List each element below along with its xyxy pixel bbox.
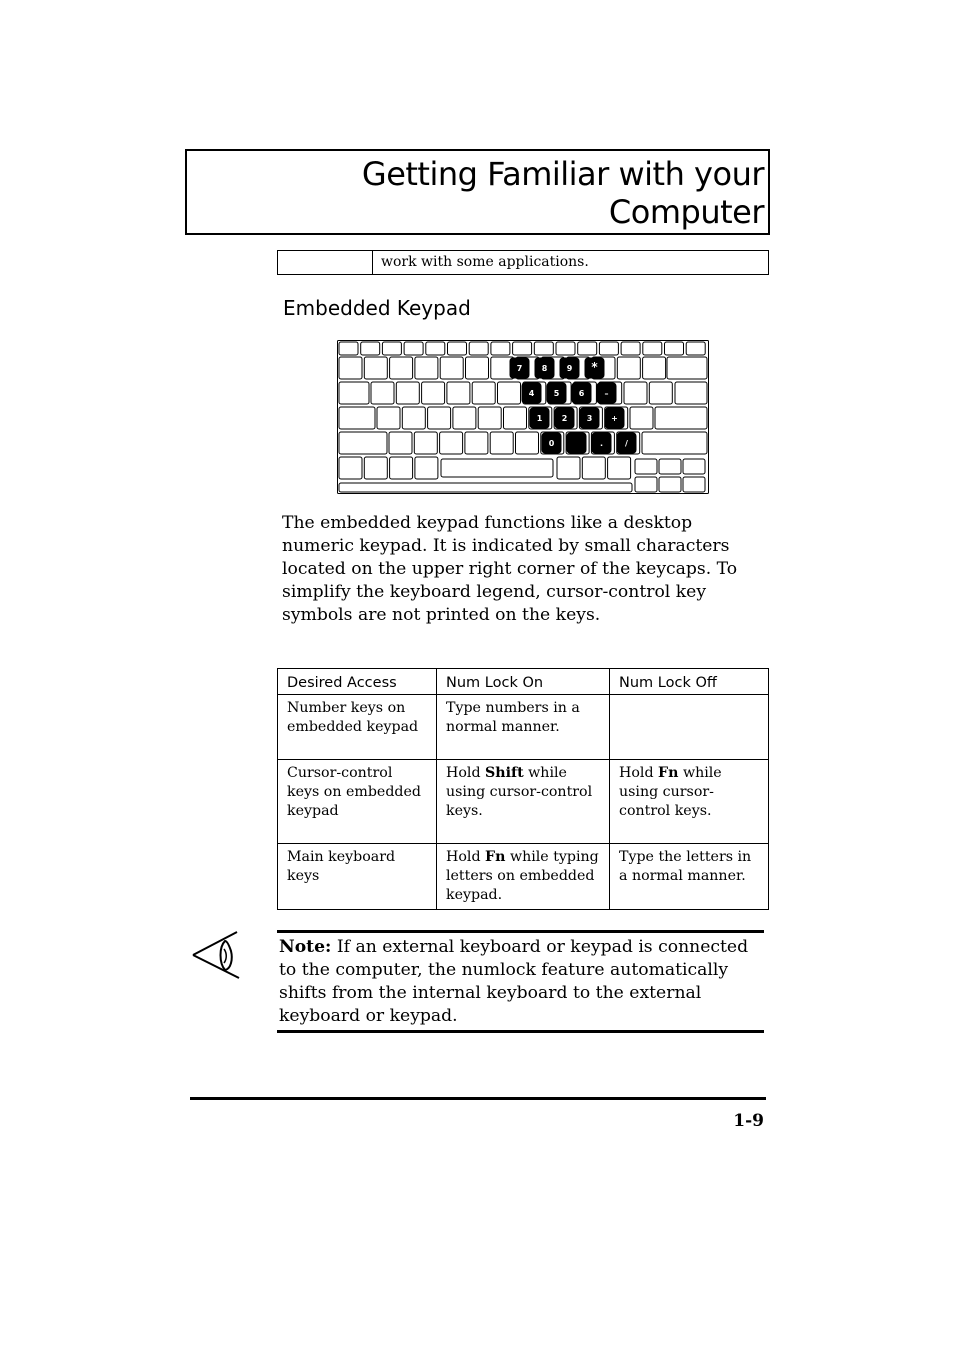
keypad-key-label: 3 bbox=[586, 414, 593, 423]
keyboard-key bbox=[617, 357, 640, 379]
chapter-title-line-1: Getting Familiar with your bbox=[361, 155, 764, 193]
keyboard-key bbox=[667, 357, 707, 379]
section-heading: Embedded Keypad bbox=[283, 296, 471, 320]
keyboard-key bbox=[643, 342, 662, 355]
keyboard-key bbox=[361, 342, 380, 355]
keyboard-key bbox=[382, 342, 401, 355]
keyboard-key bbox=[469, 342, 488, 355]
key-name: Fn bbox=[658, 765, 679, 781]
keyboard-key bbox=[582, 457, 605, 479]
keyboard-key bbox=[415, 457, 438, 479]
keypad-key-label: . bbox=[599, 439, 604, 448]
note-body: If an external keyboard or keypad is connected to the computer, the numlock feature automatically shifts from the internal keyboard to the external keyboard or keypad. bbox=[279, 937, 749, 1026]
keyboard-key bbox=[557, 457, 580, 479]
keyboard-key bbox=[642, 432, 707, 454]
keypad-key-label: 6 bbox=[578, 389, 585, 398]
keyboard-key bbox=[364, 357, 387, 379]
keyboard-key bbox=[556, 342, 575, 355]
keyboard-key bbox=[649, 382, 672, 404]
footer-rule bbox=[190, 1097, 766, 1100]
keyboard-key bbox=[428, 407, 451, 429]
keyboard-key bbox=[402, 407, 425, 429]
keyboard-key bbox=[371, 382, 394, 404]
keyboard-key bbox=[414, 432, 437, 454]
cell-text: Type the letters in a normal manner. bbox=[619, 849, 752, 884]
keyboard-key bbox=[465, 432, 488, 454]
key-name: Shift bbox=[485, 765, 524, 781]
keyboard-key bbox=[339, 382, 369, 404]
access-cell: Cursor-control keys on embedded keypad bbox=[278, 760, 437, 844]
keyboard-key bbox=[478, 407, 501, 429]
keyboard-key bbox=[686, 342, 705, 355]
column-header: Num Lock On bbox=[437, 669, 610, 695]
keypad-key-label: + bbox=[611, 414, 618, 423]
column-header: Num Lock Off bbox=[610, 669, 769, 695]
continued-cell-1 bbox=[278, 251, 373, 274]
keyboard-key bbox=[665, 342, 684, 355]
num-lock-on-cell bbox=[437, 695, 610, 760]
keypad-key-label: 1 bbox=[536, 414, 543, 423]
table-row bbox=[278, 760, 769, 844]
keyboard-key bbox=[621, 342, 640, 355]
keyboard-key bbox=[441, 459, 553, 477]
keyboard-key bbox=[447, 382, 470, 404]
keyboard-key bbox=[440, 432, 463, 454]
keypad-key-label: * bbox=[591, 360, 598, 374]
cell-text: Type numbers in a normal manner. bbox=[446, 700, 580, 735]
keypad-key bbox=[567, 433, 586, 453]
num-lock-off-cell bbox=[610, 695, 769, 760]
keyboard-key bbox=[339, 457, 362, 479]
keyboard-key bbox=[635, 459, 657, 474]
keyboard-key bbox=[608, 457, 631, 479]
keyboard-key bbox=[440, 357, 463, 379]
keyboard-key bbox=[490, 432, 513, 454]
keyboard-key bbox=[339, 407, 375, 429]
keyboard-key bbox=[635, 477, 657, 492]
keypad-key-label: – bbox=[604, 389, 609, 398]
table-header-row bbox=[278, 669, 769, 695]
keypad-key-label: 5 bbox=[553, 389, 560, 398]
cell-text: while using cursor-control keys. bbox=[619, 765, 722, 819]
keyboard-key bbox=[675, 382, 707, 404]
cell-text: Hold bbox=[446, 849, 486, 865]
keyboard-key bbox=[426, 342, 445, 355]
chapter-header bbox=[185, 149, 770, 235]
keyboard-key bbox=[513, 342, 532, 355]
keyboard-key bbox=[466, 357, 489, 379]
continued-table-row bbox=[277, 250, 769, 275]
keyboard-key bbox=[643, 357, 666, 379]
keyboard-key bbox=[404, 342, 423, 355]
keypad-key-label: 0 bbox=[548, 439, 555, 448]
keyboard-key bbox=[364, 457, 387, 479]
keyboard-illustration bbox=[337, 340, 710, 495]
keypad-key-label: 8 bbox=[541, 364, 548, 373]
keypad-key-label: / bbox=[625, 439, 628, 448]
keypad-key-label: 7 bbox=[516, 364, 523, 373]
keyboard-key bbox=[339, 342, 358, 355]
note-label: Note: bbox=[279, 937, 332, 957]
cell-text: while typing letters on embedded keypad. bbox=[446, 849, 599, 903]
keyboard-key bbox=[683, 459, 705, 474]
num-lock-on-cell bbox=[437, 760, 610, 844]
keyboard-key bbox=[683, 477, 705, 492]
access-cell: Number keys on embedded keypad bbox=[278, 695, 437, 760]
keyboard-key bbox=[448, 342, 467, 355]
keyboard-key bbox=[491, 342, 510, 355]
keyboard-key bbox=[453, 407, 476, 429]
keyboard-key bbox=[578, 342, 597, 355]
page-number: 1-9 bbox=[733, 1111, 764, 1131]
keyboard-key bbox=[624, 382, 647, 404]
keyboard-key bbox=[415, 357, 438, 379]
access-table bbox=[277, 668, 769, 910]
keyboard-key bbox=[389, 432, 412, 454]
access-cell: Main keyboard keys bbox=[278, 844, 437, 910]
keyboard-key bbox=[422, 382, 445, 404]
column-header: Desired Access bbox=[278, 669, 437, 695]
keyboard-key bbox=[339, 357, 362, 379]
keyboard-key bbox=[472, 382, 495, 404]
keyboard-key bbox=[498, 382, 521, 404]
continued-cell-2: work with some applications. bbox=[381, 254, 589, 270]
keypad-key-label: 2 bbox=[561, 414, 568, 423]
num-lock-off-cell bbox=[610, 760, 769, 844]
keyboard-key bbox=[655, 407, 707, 429]
table-row bbox=[278, 844, 769, 910]
keyboard-key bbox=[516, 432, 539, 454]
keyboard-key bbox=[339, 483, 632, 492]
keyboard-key bbox=[659, 477, 681, 492]
body-paragraph: The embedded keypad functions like a desktop numeric keypad. It is indicated by small characters located on the upper right corner of the keycaps. To simplify the keyboard legend, cursor-control key symbols are not printed on the keys. bbox=[282, 513, 738, 625]
keyboard-key bbox=[504, 407, 527, 429]
chapter-title-line-2: Computer bbox=[608, 193, 764, 231]
keyboard-key bbox=[390, 457, 413, 479]
keyboard-key bbox=[630, 407, 653, 429]
keyboard-key bbox=[599, 342, 618, 355]
table-row bbox=[278, 695, 769, 760]
keyboard-key bbox=[396, 382, 419, 404]
cell-text: Hold bbox=[446, 765, 486, 781]
keypad-key-label: 9 bbox=[566, 364, 573, 373]
note-hand-icon bbox=[191, 929, 241, 981]
num-lock-off-cell bbox=[610, 844, 769, 910]
keypad-key-label: 4 bbox=[528, 389, 535, 398]
keyboard-key bbox=[659, 459, 681, 474]
note-block bbox=[277, 930, 764, 1033]
chapter-title bbox=[362, 155, 764, 231]
cell-text: Hold bbox=[619, 765, 659, 781]
keyboard-key bbox=[390, 357, 413, 379]
keyboard-key bbox=[377, 407, 400, 429]
keyboard-key bbox=[339, 432, 387, 454]
num-lock-on-cell bbox=[437, 844, 610, 910]
key-name: Fn bbox=[485, 849, 506, 865]
note-text bbox=[279, 936, 764, 1028]
keyboard-key bbox=[534, 342, 553, 355]
cell-text: while using cursor-control keys. bbox=[446, 765, 593, 819]
